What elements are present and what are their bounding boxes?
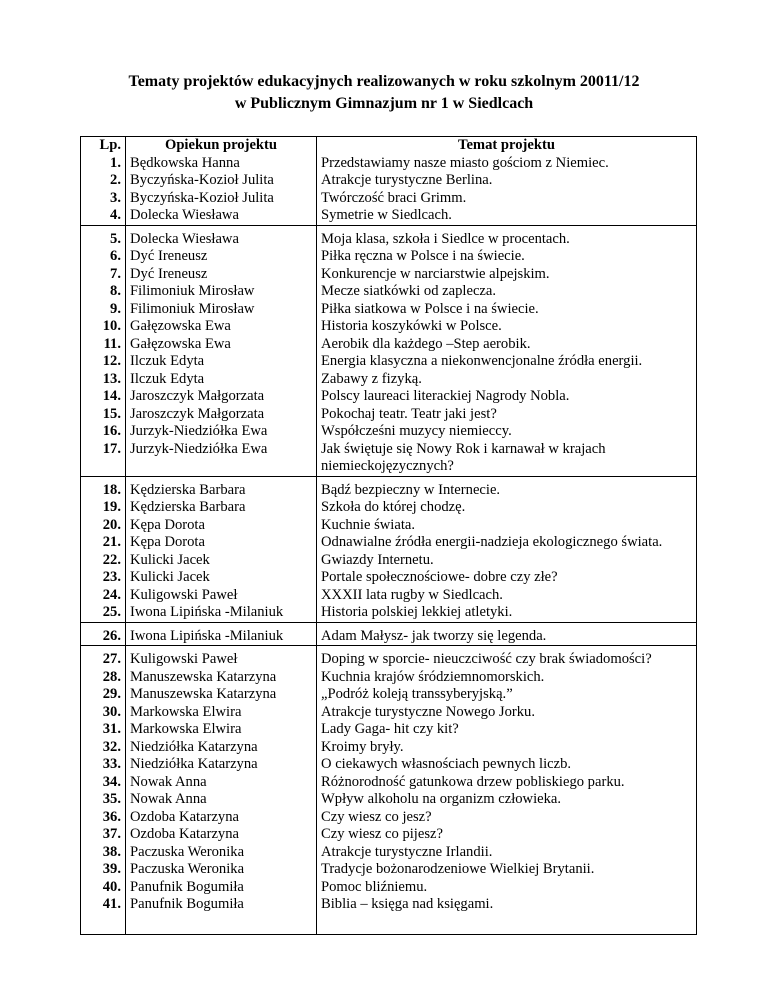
- row-opiekun: Kuligowski Paweł: [126, 587, 317, 605]
- row-number: 16.: [81, 423, 126, 441]
- table-row: [81, 266, 697, 284]
- row-number: 5.: [81, 225, 126, 248]
- row-number: 27.: [81, 646, 126, 669]
- table-row: [81, 155, 697, 173]
- row-temat: Konkurencje w narciarstwie alpejskim.: [317, 266, 697, 284]
- row-opiekun: Markowska Elwira: [126, 704, 317, 722]
- row-opiekun: Ozdoba Katarzyna: [126, 809, 317, 827]
- row-opiekun: Będkowska Hanna: [126, 155, 317, 173]
- row-temat: Czy wiesz co pijesz?: [317, 826, 697, 844]
- row-number: 32.: [81, 739, 126, 757]
- row-opiekun: Byczyńska-Kozioł Julita: [126, 172, 317, 190]
- row-temat: Historia polskiej lekkiej atletyki.: [317, 604, 697, 622]
- row-number: 34.: [81, 774, 126, 792]
- row-opiekun: Panufnik Bogumiła: [126, 879, 317, 897]
- table-row: [81, 552, 697, 570]
- row-temat: Szkoła do której chodzę.: [317, 499, 697, 517]
- row-number: 10.: [81, 318, 126, 336]
- row-number: 15.: [81, 406, 126, 424]
- table-row: [81, 499, 697, 517]
- table-row: [81, 704, 697, 722]
- table-row: [81, 669, 697, 687]
- row-opiekun: Byczyńska-Kozioł Julita: [126, 190, 317, 208]
- row-temat: Twórczość braci Grimm.: [317, 190, 697, 208]
- table-row: [81, 534, 697, 552]
- row-opiekun: Niedziółka Katarzyna: [126, 756, 317, 774]
- row-number: 29.: [81, 686, 126, 704]
- table-row: [81, 423, 697, 441]
- row-temat: Atrakcje turystyczne Berlina.: [317, 172, 697, 190]
- row-opiekun: Paczuska Weronika: [126, 844, 317, 862]
- row-temat: Biblia – księga nad księgami.: [317, 896, 697, 934]
- row-opiekun: Kędzierska Barbara: [126, 499, 317, 517]
- table-row: [81, 569, 697, 587]
- table-row: [81, 756, 697, 774]
- row-temat: Jak świętuje się Nowy Rok i karnawał w krajach niemieckojęzycznych?: [317, 441, 697, 477]
- table-row: [81, 371, 697, 389]
- row-number: 1.: [81, 155, 126, 173]
- row-temat: Aerobik dla każdego –Step aerobik.: [317, 336, 697, 354]
- row-number: 7.: [81, 266, 126, 284]
- row-number: 24.: [81, 587, 126, 605]
- header-temat: Temat projektu: [317, 137, 697, 155]
- table-row: [81, 190, 697, 208]
- document-title-line-2: w Publicznym Gimnazjum nr 1 w Siedlcach: [234, 95, 534, 112]
- row-temat: Wpływ alkoholu na organizm człowieka.: [317, 791, 697, 809]
- row-temat: Tradycje bożonarodzeniowe Wielkiej Brytanii.: [317, 861, 697, 879]
- row-temat: O ciekawych własnościach pewnych liczb.: [317, 756, 697, 774]
- row-number: 18.: [81, 476, 126, 499]
- row-temat: Lady Gaga- hit czy kit?: [317, 721, 697, 739]
- row-temat: Atrakcje turystyczne Irlandii.: [317, 844, 697, 862]
- table-row: [81, 441, 697, 477]
- row-number: 39.: [81, 861, 126, 879]
- table-row: [81, 879, 697, 897]
- row-temat: Historia koszykówki w Polsce.: [317, 318, 697, 336]
- table-row: [81, 646, 697, 669]
- table-row: [81, 861, 697, 879]
- table-row: [81, 587, 697, 605]
- row-temat: Pokochaj teatr. Teatr jaki jest?: [317, 406, 697, 424]
- row-number: 23.: [81, 569, 126, 587]
- row-opiekun: Markowska Elwira: [126, 721, 317, 739]
- row-opiekun: Kuligowski Paweł: [126, 646, 317, 669]
- row-number: 26.: [81, 622, 126, 646]
- table-row: [81, 476, 697, 499]
- row-number: 9.: [81, 301, 126, 319]
- table-row: [81, 172, 697, 190]
- row-temat: Zabawy z fizyką.: [317, 371, 697, 389]
- table-row: [81, 844, 697, 862]
- row-opiekun: Paczuska Weronika: [126, 861, 317, 879]
- table-row: [81, 318, 697, 336]
- table-row: [81, 686, 697, 704]
- row-number: 41.: [81, 896, 126, 934]
- row-temat: Portale społecznościowe- dobre czy złe?: [317, 569, 697, 587]
- row-number: 37.: [81, 826, 126, 844]
- row-number: 19.: [81, 499, 126, 517]
- table-row: [81, 739, 697, 757]
- row-temat: XXXII lata rugby w Siedlcach.: [317, 587, 697, 605]
- table-row: [81, 622, 697, 646]
- row-temat: Polscy laureaci literackiej Nagrody Nobla.: [317, 388, 697, 406]
- row-number: 4.: [81, 207, 126, 225]
- row-number: 3.: [81, 190, 126, 208]
- row-temat: Symetrie w Siedlcach.: [317, 207, 697, 225]
- table-row: [81, 826, 697, 844]
- row-opiekun: Dyć Ireneusz: [126, 266, 317, 284]
- row-number: 20.: [81, 517, 126, 535]
- row-opiekun: Jaroszczyk Małgorzata: [126, 406, 317, 424]
- row-opiekun: Filimoniuk Mirosław: [126, 301, 317, 319]
- row-temat: Różnorodność gatunkowa drzew pobliskiego parku.: [317, 774, 697, 792]
- row-opiekun: Kędzierska Barbara: [126, 476, 317, 499]
- row-opiekun: Ilczuk Edyta: [126, 371, 317, 389]
- row-number: 17.: [81, 441, 126, 477]
- row-opiekun: Iwona Lipińska -Milaniuk: [126, 604, 317, 622]
- row-number: 13.: [81, 371, 126, 389]
- table-row: [81, 774, 697, 792]
- row-opiekun: Manuszewska Katarzyna: [126, 669, 317, 687]
- row-number: 33.: [81, 756, 126, 774]
- table-row: [81, 207, 697, 225]
- row-opiekun: Dyć Ireneusz: [126, 248, 317, 266]
- table-row: [81, 301, 697, 319]
- row-opiekun: Niedziółka Katarzyna: [126, 739, 317, 757]
- row-temat: Piłka siatkowa w Polsce i na świecie.: [317, 301, 697, 319]
- row-opiekun: Nowak Anna: [126, 774, 317, 792]
- row-number: 6.: [81, 248, 126, 266]
- row-temat: Doping w sporcie- nieuczciwość czy brak świadomości?: [317, 646, 697, 669]
- row-temat: Gwiazdy Internetu.: [317, 552, 697, 570]
- row-opiekun: Dolecka Wiesława: [126, 225, 317, 248]
- row-number: 35.: [81, 791, 126, 809]
- table-row: [81, 283, 697, 301]
- row-number: 25.: [81, 604, 126, 622]
- row-opiekun: Kulicki Jacek: [126, 552, 317, 570]
- row-opiekun: Panufnik Bogumiła: [126, 896, 317, 934]
- table-row: [81, 791, 697, 809]
- row-opiekun: Gałęzowska Ewa: [126, 336, 317, 354]
- row-temat: Moja klasa, szkoła i Siedlce w procentach.: [317, 225, 697, 248]
- table-row: [81, 353, 697, 371]
- row-number: 40.: [81, 879, 126, 897]
- row-temat: Czy wiesz co jesz?: [317, 809, 697, 827]
- row-number: 28.: [81, 669, 126, 687]
- table-row: [81, 517, 697, 535]
- row-temat: Przedstawiamy nasze miasto gościom z Niemiec.: [317, 155, 697, 173]
- row-opiekun: Kępa Dorota: [126, 517, 317, 535]
- table-row: [81, 406, 697, 424]
- row-opiekun: Manuszewska Katarzyna: [126, 686, 317, 704]
- row-temat: Energia klasyczna a niekonwencjonalne źródła energii.: [317, 353, 697, 371]
- row-opiekun: Dolecka Wiesława: [126, 207, 317, 225]
- row-number: 11.: [81, 336, 126, 354]
- row-number: 21.: [81, 534, 126, 552]
- row-temat: Pomoc bliźniemu.: [317, 879, 697, 897]
- table-row: [81, 896, 697, 934]
- row-temat: „Podróż koleją transsyberyjską.”: [317, 686, 697, 704]
- row-opiekun: Jurzyk-Niedziółka Ewa: [126, 423, 317, 441]
- row-opiekun: Filimoniuk Mirosław: [126, 283, 317, 301]
- row-opiekun: Jaroszczyk Małgorzata: [126, 388, 317, 406]
- row-number: 2.: [81, 172, 126, 190]
- row-temat: Odnawialne źródła energii-nadzieja ekologicznego świata.: [317, 534, 697, 552]
- table-row: [81, 604, 697, 622]
- row-number: 31.: [81, 721, 126, 739]
- table-row: [81, 388, 697, 406]
- row-temat: Atrakcje turystyczne Nowego Jorku.: [317, 704, 697, 722]
- row-opiekun: Kulicki Jacek: [126, 569, 317, 587]
- row-number: 14.: [81, 388, 126, 406]
- row-opiekun: Ilczuk Edyta: [126, 353, 317, 371]
- row-number: 8.: [81, 283, 126, 301]
- row-temat: Współcześni muzycy niemieccy.: [317, 423, 697, 441]
- row-opiekun: Kępa Dorota: [126, 534, 317, 552]
- row-number: 36.: [81, 809, 126, 827]
- row-number: 38.: [81, 844, 126, 862]
- header-lp-cell: [81, 137, 126, 155]
- row-number: 12.: [81, 353, 126, 371]
- row-opiekun: Jurzyk-Niedziółka Ewa: [126, 441, 317, 477]
- row-temat: Kroimy bryły.: [317, 739, 697, 757]
- projects-table: [80, 136, 697, 935]
- row-temat: Kuchnie świata.: [317, 517, 697, 535]
- header-lp: Lp.: [99, 137, 121, 153]
- row-temat: Bądź bezpieczny w Internecie.: [317, 476, 697, 499]
- row-temat: Adam Małysz- jak tworzy się legenda.: [317, 622, 697, 646]
- table-row: [81, 721, 697, 739]
- header-opiekun: Opiekun projektu: [126, 137, 317, 155]
- row-number: 30.: [81, 704, 126, 722]
- row-opiekun: Ozdoba Katarzyna: [126, 826, 317, 844]
- row-opiekun: Nowak Anna: [126, 791, 317, 809]
- row-opiekun: Iwona Lipińska -Milaniuk: [126, 622, 317, 646]
- row-temat: Kuchnia krajów śródziemnomorskich.: [317, 669, 697, 687]
- row-temat: Piłka ręczna w Polsce i na świecie.: [317, 248, 697, 266]
- table-row: [81, 225, 697, 248]
- table-row: [81, 336, 697, 354]
- table-header-row: [81, 137, 697, 155]
- row-opiekun: Gałęzowska Ewa: [126, 318, 317, 336]
- row-number: 22.: [81, 552, 126, 570]
- table-row: [81, 248, 697, 266]
- document-title-line-1: Tematy projektów edukacyjnych realizowanych w roku szkolnym 20011/12: [128, 73, 640, 90]
- table-row: [81, 809, 697, 827]
- row-temat: Mecze siatkówki od zaplecza.: [317, 283, 697, 301]
